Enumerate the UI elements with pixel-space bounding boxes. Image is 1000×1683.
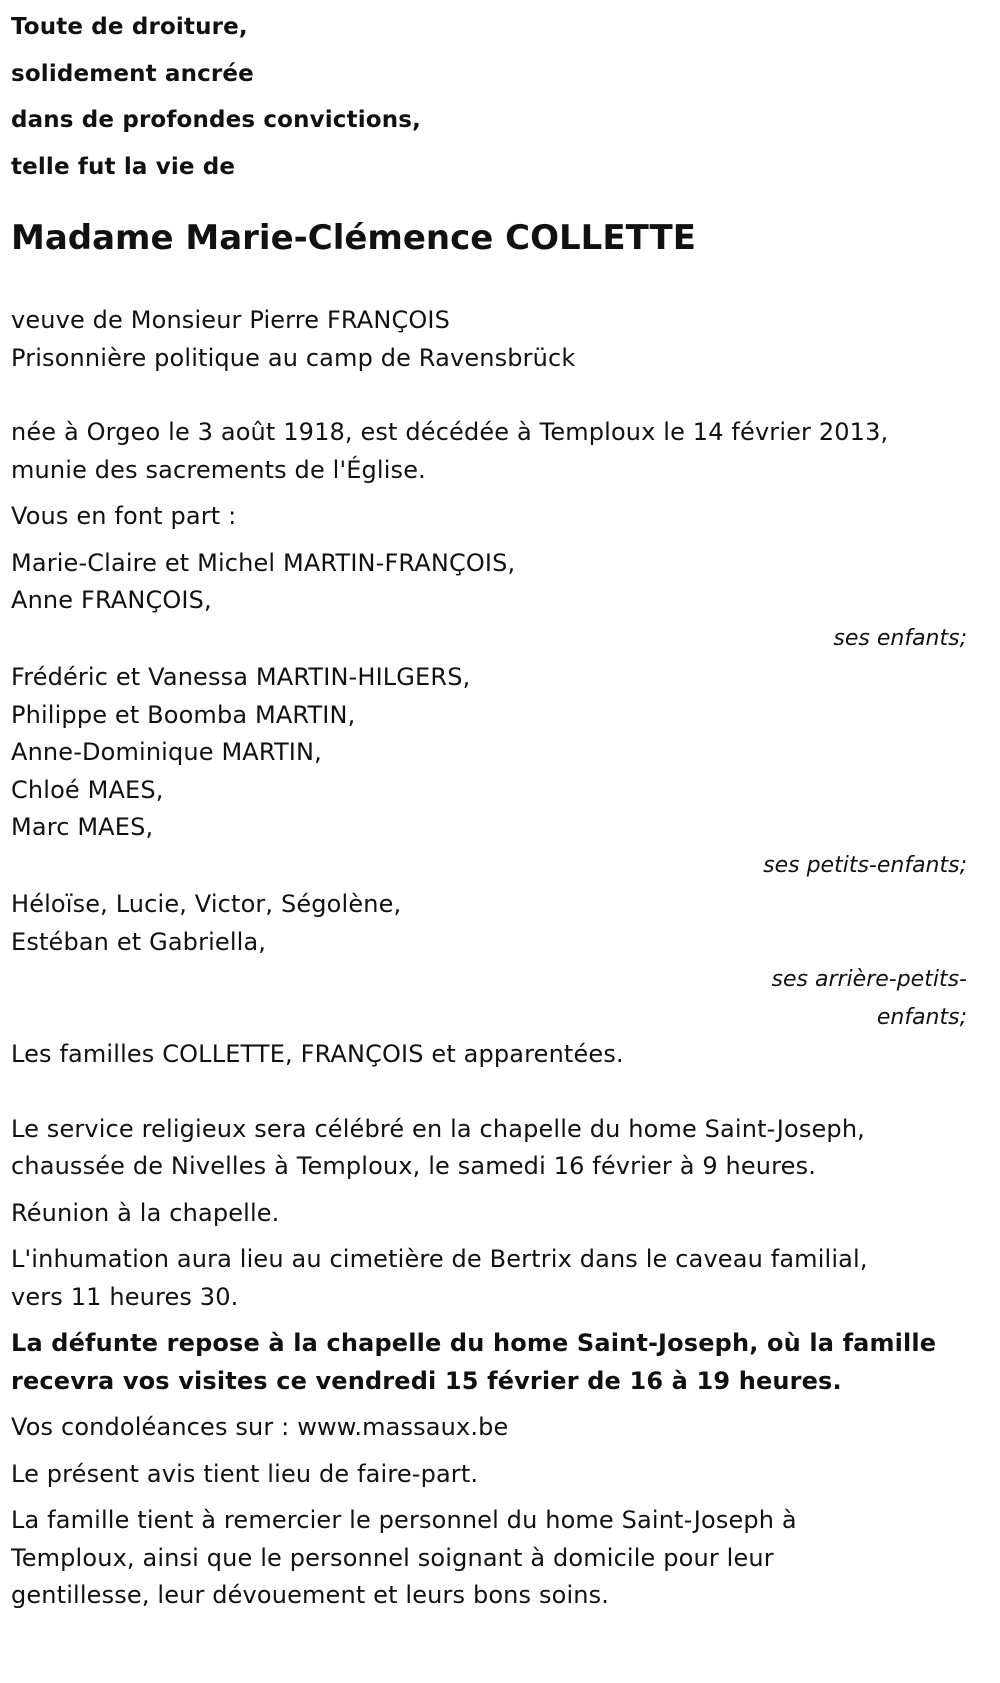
birth-death-line: munie des sacrements de l'Église. — [11, 455, 426, 484]
great-grandchildren-name: Héloïse, Lucie, Victor, Ségolène, — [11, 890, 402, 918]
notice-line: Le présent avis tient lieu de faire-part. — [11, 1459, 479, 1488]
thanks-line: Temploux, ainsi que le personnel soignant à domicile pour leur — [11, 1543, 774, 1572]
grandchildren-block — [11, 659, 989, 884]
bio-block — [11, 302, 989, 377]
service-line: chaussée de Nivelles à Temploux, le samedi 16 février à 9 heures. — [11, 1152, 817, 1180]
intro-line: dans de profondes convictions, — [11, 107, 421, 133]
thanks-line: gentillesse, leur dévouement et leurs bons soins. — [11, 1581, 610, 1609]
families-line: Les familles COLLETTE, FRANÇOIS et apparentées. — [11, 1040, 624, 1068]
service-block — [11, 1111, 989, 1186]
great-grandchildren-role: ses arrière-petits- — [771, 967, 967, 992]
announce-line: Vous en font part : — [11, 502, 237, 530]
intro-line: telle fut la vie de — [11, 153, 236, 180]
burial-line: vers 11 heures 30. — [11, 1282, 239, 1311]
burial-block — [11, 1241, 989, 1316]
children-name: Marie-Claire et Michel MARTIN-FRANÇOIS, — [11, 548, 516, 577]
intro-verse — [11, 0, 989, 190]
bio-line: veuve de Monsieur Pierre FRANÇOIS — [11, 306, 451, 334]
service-line: Le service religieux sera célébré en la chapelle du home Saint-Joseph, — [11, 1114, 865, 1143]
visitation-line: recevra vos visites ce vendredi 15 février de 16 à 19 heures. — [11, 1366, 842, 1395]
children-block — [11, 545, 989, 658]
bio-line: Prisonnière politique au camp de Ravensbrück — [11, 343, 576, 372]
children-name: Anne FRANÇOIS, — [11, 586, 212, 614]
thanks-block — [11, 1502, 989, 1615]
intro-line: solidement ancrée — [11, 60, 254, 87]
condolences-line: Vos condoléances sur : www.massaux.be — [11, 1413, 509, 1441]
great-grandchildren-block — [11, 886, 989, 1036]
grandchildren-name: Chloé MAES, — [11, 775, 164, 804]
grandchildren-name: Philippe et Boomba MARTIN, — [11, 700, 356, 729]
visitation-line: La défunte repose à la chapelle du home Saint-Joseph, où la famille — [11, 1329, 937, 1357]
thanks-line: La famille tient à remercier le personnel du home Saint-Joseph à — [11, 1506, 797, 1534]
birth-death-line: née à Orgeo le 3 août 1918, est décédée à Temploux le 14 février 2013, — [11, 418, 889, 446]
deceased-name: Madame Marie-Clémence COLLETTE — [11, 218, 696, 258]
visitation-block — [11, 1325, 989, 1400]
birth-death-block — [11, 414, 989, 489]
grandchildren-role: ses petits-enfants; — [763, 852, 967, 878]
great-grandchildren-role: enfants; — [876, 1004, 967, 1030]
grandchildren-name: Anne-Dominique MARTIN, — [11, 738, 322, 766]
burial-line: L'inhumation aura lieu au cimetière de Bertrix dans le caveau familial, — [11, 1245, 868, 1273]
grandchildren-name: Frédéric et Vanessa MARTIN-HILGERS, — [11, 663, 471, 691]
grandchildren-name: Marc MAES, — [11, 813, 154, 841]
children-role: ses enfants; — [833, 625, 967, 651]
meeting-line: Réunion à la chapelle. — [11, 1198, 280, 1227]
intro-line: Toute de droiture, — [11, 14, 248, 40]
great-grandchildren-name: Estéban et Gabriella, — [11, 927, 267, 956]
